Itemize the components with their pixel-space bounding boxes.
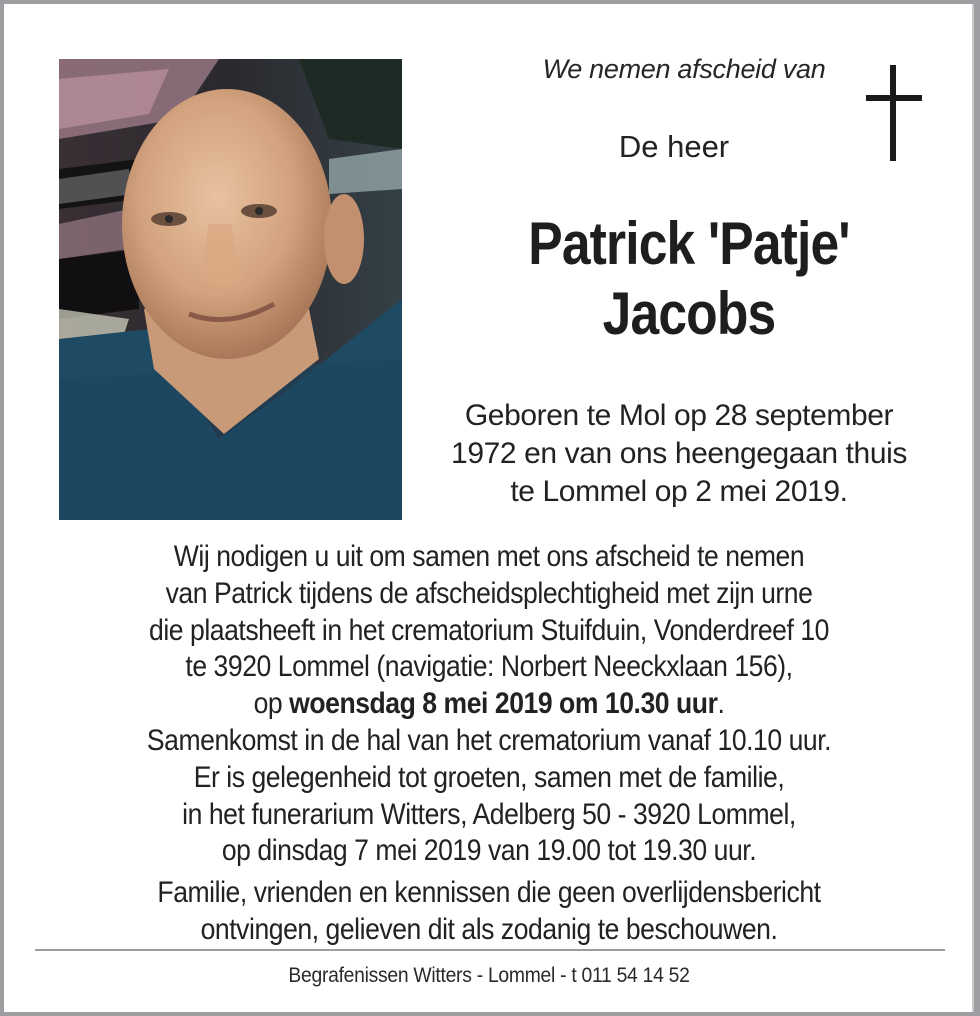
closing-line: ontvingen, gelieven dit als zodanig te beschouwen. [200, 913, 778, 946]
ceremony-datetime: woensdag 8 mei 2019 om 10.30 uur [289, 687, 718, 721]
birth-line: Geboren te Mol op 28 september [464, 399, 894, 432]
birth-line: te Lommel op 2 mei 2019. [510, 475, 848, 508]
invitation-line: te 3920 Lommel (navigatie: Norbert Neeckxlaan 156), [185, 650, 793, 684]
funeral-home-footer: Begrafenissen Witters - Lommel - t 011 54 14 52 [288, 964, 690, 987]
deceased-name [478, 209, 899, 349]
cross-vertical-bar [890, 65, 896, 161]
title-prefix: De heer [618, 129, 730, 164]
ceremony-prefix: op [253, 687, 290, 721]
ceremony-suffix: . [717, 687, 725, 721]
gathering-line: op dinsdag 7 mei 2019 van 19.00 tot 19.30 uur. [221, 834, 757, 868]
name-line-1: Patrick 'Patje' [528, 210, 850, 277]
invitation-line: Wij nodigen u uit om samen met ons afscheid te nemen [173, 540, 805, 573]
ceremony-details [24, 539, 954, 870]
birth-line: 1972 en van ons heengegaan thuis [451, 437, 907, 470]
cross-horizontal-bar [866, 95, 922, 101]
intro-text: We nemen afscheid van [542, 54, 826, 84]
ceremony-date-line [71, 686, 908, 723]
portrait-photo [59, 59, 402, 520]
cross-icon [866, 65, 922, 161]
gathering-line: Er is gelegenheid tot groeten, samen met de familie, [193, 760, 785, 794]
obituary-card [4, 4, 974, 1012]
name-line-2: Jacobs [602, 280, 776, 347]
invitation-line: die plaatsheeft in het crematorium Stuifduin, Vonderdreef 10 [149, 613, 829, 647]
invitation-line: van Patrick tijdens de afscheidsplechtigheid met zijn urne [165, 576, 813, 610]
gathering-line: in het funerarium Witters, Adelberg 50 - 3920 Lommel, [182, 797, 796, 831]
closing-line: Familie, vrienden en kennissen die geen overlijdensbericht [157, 876, 821, 909]
gathering-line: Samenkomst in de hal van het crematorium vanaf 10.10 uur. [146, 723, 832, 757]
birth-death-details [414, 397, 944, 511]
closing-note [24, 874, 954, 948]
footer-separator [35, 949, 945, 951]
